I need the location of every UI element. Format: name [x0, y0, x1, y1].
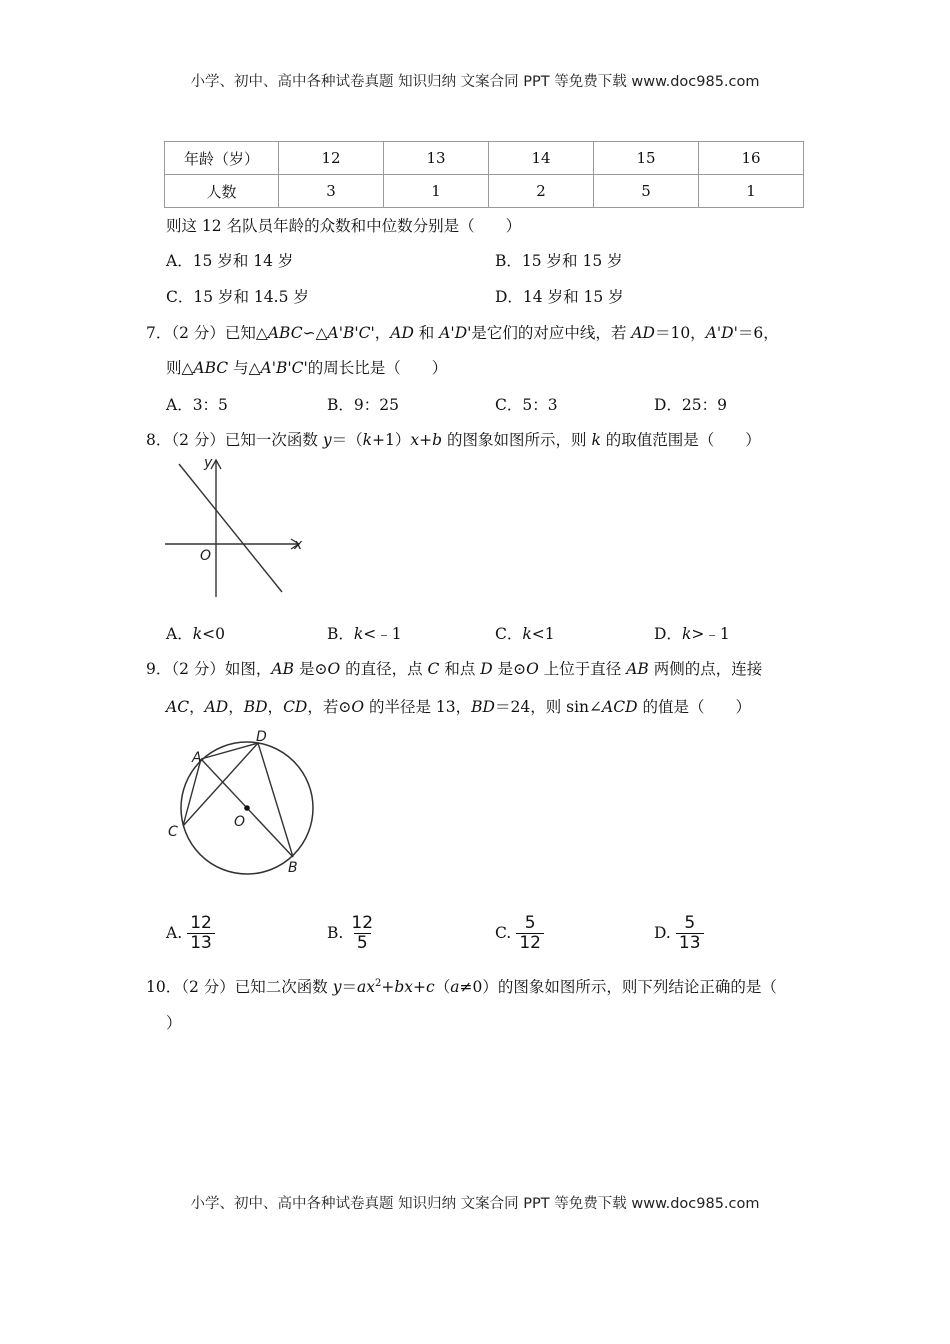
point-a-label: A [192, 750, 202, 766]
option-label: A． [166, 625, 193, 643]
table-cell: 3 [279, 175, 384, 208]
option-label: C. [495, 924, 512, 942]
q8-option-b[interactable] [327, 622, 402, 644]
text: ＝10， [654, 324, 706, 342]
q7-stem-line1 [146, 321, 779, 343]
text: +1） [372, 431, 411, 449]
text: <0 [202, 625, 225, 643]
math: ACD [602, 698, 638, 716]
math: AD [631, 324, 655, 342]
table-cell: 1 [384, 175, 489, 208]
math: k [192, 625, 203, 643]
q9-option-c[interactable] [495, 914, 544, 953]
text: 与△ [228, 359, 261, 377]
chord-bd [258, 743, 293, 857]
text: ，若⊙ [307, 698, 352, 716]
point-c-label: C [168, 824, 178, 840]
table-cell: 14 [489, 142, 594, 175]
text: ， [267, 698, 284, 716]
text: ∽△ [302, 324, 328, 342]
text: 和点 [439, 660, 481, 678]
text: 的周长比是（ ） [307, 359, 448, 377]
text: （2 分）已知△ [171, 324, 268, 342]
q6-option-c[interactable]: C．15 岁和 14.5 岁 [166, 288, 309, 306]
q9-option-a[interactable] [166, 914, 215, 953]
option-label: D． [654, 625, 682, 643]
math: y [322, 431, 332, 449]
q8-stem [146, 428, 761, 450]
math: AD [204, 698, 229, 716]
text: + [413, 978, 427, 996]
q9-stem-line2 [166, 695, 751, 717]
q8-option-a[interactable] [166, 622, 225, 644]
math: BD [471, 698, 495, 716]
option-label: B. [327, 924, 344, 942]
center-point [244, 805, 250, 811]
question-number: 9． [146, 660, 172, 678]
text: ＝（ [331, 431, 363, 449]
point-b-label: B [288, 860, 298, 876]
math: AC [166, 698, 190, 716]
q6-option-a[interactable]: A．15 岁和 14 岁 [166, 252, 294, 270]
table-cell: 2 [489, 175, 594, 208]
math: A'D' [705, 324, 738, 342]
text: 的图象如图所示，则 [442, 431, 592, 449]
text: <1 [531, 625, 555, 643]
text: + [419, 431, 433, 449]
text: ＝ [341, 978, 357, 996]
math: x [410, 431, 420, 449]
q6-option-b[interactable]: B．15 岁和 15 岁 [495, 252, 623, 270]
function-line [179, 464, 282, 592]
text: >﹣1 [691, 625, 730, 643]
q7-option-a[interactable]: A．3：5 [166, 396, 228, 414]
q9-stem-line1 [146, 657, 762, 679]
math: AB [271, 660, 295, 678]
table-cell: 5 [594, 175, 699, 208]
text: 是⊙ [294, 660, 328, 678]
text: 的取值范围是（ ） [600, 431, 761, 449]
question-number: 10． [146, 978, 182, 996]
option-label: A. [166, 924, 183, 942]
text: ＝24，则 sin∠ [494, 698, 603, 716]
q10-stem-line1 [146, 975, 777, 997]
q9-option-b[interactable] [327, 914, 376, 953]
numerator: 5 [524, 913, 536, 933]
q10-stem-line2: ） [166, 1014, 182, 1032]
math: k [522, 625, 532, 643]
q6-stem: 则这 12 名队员年龄的众数和中位数分别是（ ） [166, 217, 522, 235]
math: A'B'C' [327, 324, 375, 342]
q7-option-c[interactable]: C．5：3 [495, 396, 558, 414]
table-row [165, 175, 804, 208]
denominator: 13 [187, 933, 215, 953]
option-label: C． [495, 625, 523, 643]
table-cell: 16 [699, 142, 804, 175]
math: k [362, 431, 373, 449]
question-number: 7． [146, 324, 172, 342]
q8-option-c[interactable] [495, 622, 555, 644]
text: ， [374, 324, 391, 342]
point-d-label: D [256, 729, 267, 745]
math: BD [243, 698, 268, 716]
fraction [187, 914, 215, 953]
text: 的半径是 13， [364, 698, 472, 716]
table-cell: 15 [594, 142, 699, 175]
superscript: 2 [374, 977, 382, 989]
circle-geometry-figure [160, 722, 330, 882]
q6-option-d[interactable]: D．14 岁和 15 岁 [495, 288, 624, 306]
q7-stem-line2 [166, 356, 447, 378]
math: A'B'C' [260, 359, 308, 377]
text: 的直径，点 [340, 660, 428, 678]
y-axis-label: y [204, 455, 213, 471]
math: D [480, 660, 493, 678]
math: CD [283, 698, 308, 716]
math: k [681, 625, 692, 643]
text: 两侧的点，连接 [648, 660, 763, 678]
text: 上位于直径 [538, 660, 627, 678]
text: （2 分）已知一次函数 [171, 431, 323, 449]
math: O [351, 698, 365, 716]
table-cell: 13 [384, 142, 489, 175]
math: k [591, 431, 601, 449]
table-cell: 1 [699, 175, 804, 208]
numerator: 12 [351, 913, 374, 933]
origin-label: O [200, 548, 212, 564]
text: 是⊙ [492, 660, 527, 678]
question-number: 8． [146, 431, 172, 449]
math: bx [394, 978, 414, 996]
text: 则△ [166, 359, 194, 377]
math: c [426, 978, 435, 996]
q7-option-b[interactable]: B．9：25 [327, 396, 399, 414]
text: ， [228, 698, 244, 716]
denominator: 5 [354, 933, 371, 953]
math: k [353, 625, 364, 643]
fraction [348, 914, 376, 953]
denominator: 13 [676, 933, 704, 953]
fraction [516, 914, 544, 953]
page-header: 小学、初中、高中各种试卷真题 知识归纳 文案合同 PPT 等免费下载 www.doc985.com [190, 74, 760, 90]
table-row [165, 142, 804, 175]
text: 是它们的对应中线，若 [471, 324, 632, 342]
q9-option-d[interactable] [654, 914, 704, 953]
math: C [427, 660, 440, 678]
numerator: 12 [190, 913, 212, 933]
fraction [676, 914, 704, 953]
denominator: 12 [516, 933, 544, 953]
x-axis-label: x [294, 537, 303, 553]
linear-function-graph [160, 452, 310, 597]
numerator: 5 [684, 913, 696, 933]
math: A'D' [439, 324, 472, 342]
math: AB [626, 660, 649, 678]
text: ≠0）的图象如图所示，则下列结论正确的是（ [459, 978, 777, 996]
math: b [432, 431, 443, 449]
text: （ [434, 978, 451, 996]
math: O [526, 660, 539, 678]
option-label: B． [327, 625, 354, 643]
text: （2 分）如图， [171, 660, 272, 678]
q8-option-d[interactable] [654, 622, 730, 644]
age-table [164, 141, 804, 208]
text: 的值是（ ） [637, 698, 751, 716]
text: ＝6， [737, 324, 779, 342]
table-cell: 年龄（岁） [165, 142, 279, 175]
math: AD [390, 324, 414, 342]
point-o-label: O [234, 814, 246, 830]
chord-ad [201, 743, 258, 759]
math: y [332, 978, 342, 996]
text: ， [189, 698, 205, 716]
text: + [381, 978, 395, 996]
text: （2 分）已知二次函数 [181, 978, 333, 996]
math: ax [356, 978, 375, 996]
math: a [450, 978, 460, 996]
math: O [327, 660, 341, 678]
table-cell: 12 [279, 142, 384, 175]
math: ABC [193, 359, 229, 377]
page-footer: 小学、初中、高中各种试卷真题 知识归纳 文案合同 PPT 等免费下载 www.doc985.com [190, 1196, 760, 1212]
text: 和 [413, 324, 440, 342]
text: <﹣1 [363, 625, 402, 643]
table-cell: 人数 [165, 175, 279, 208]
option-label: D. [654, 924, 671, 942]
math: ABC [267, 324, 303, 342]
q7-option-d[interactable]: D．25：9 [654, 396, 728, 414]
